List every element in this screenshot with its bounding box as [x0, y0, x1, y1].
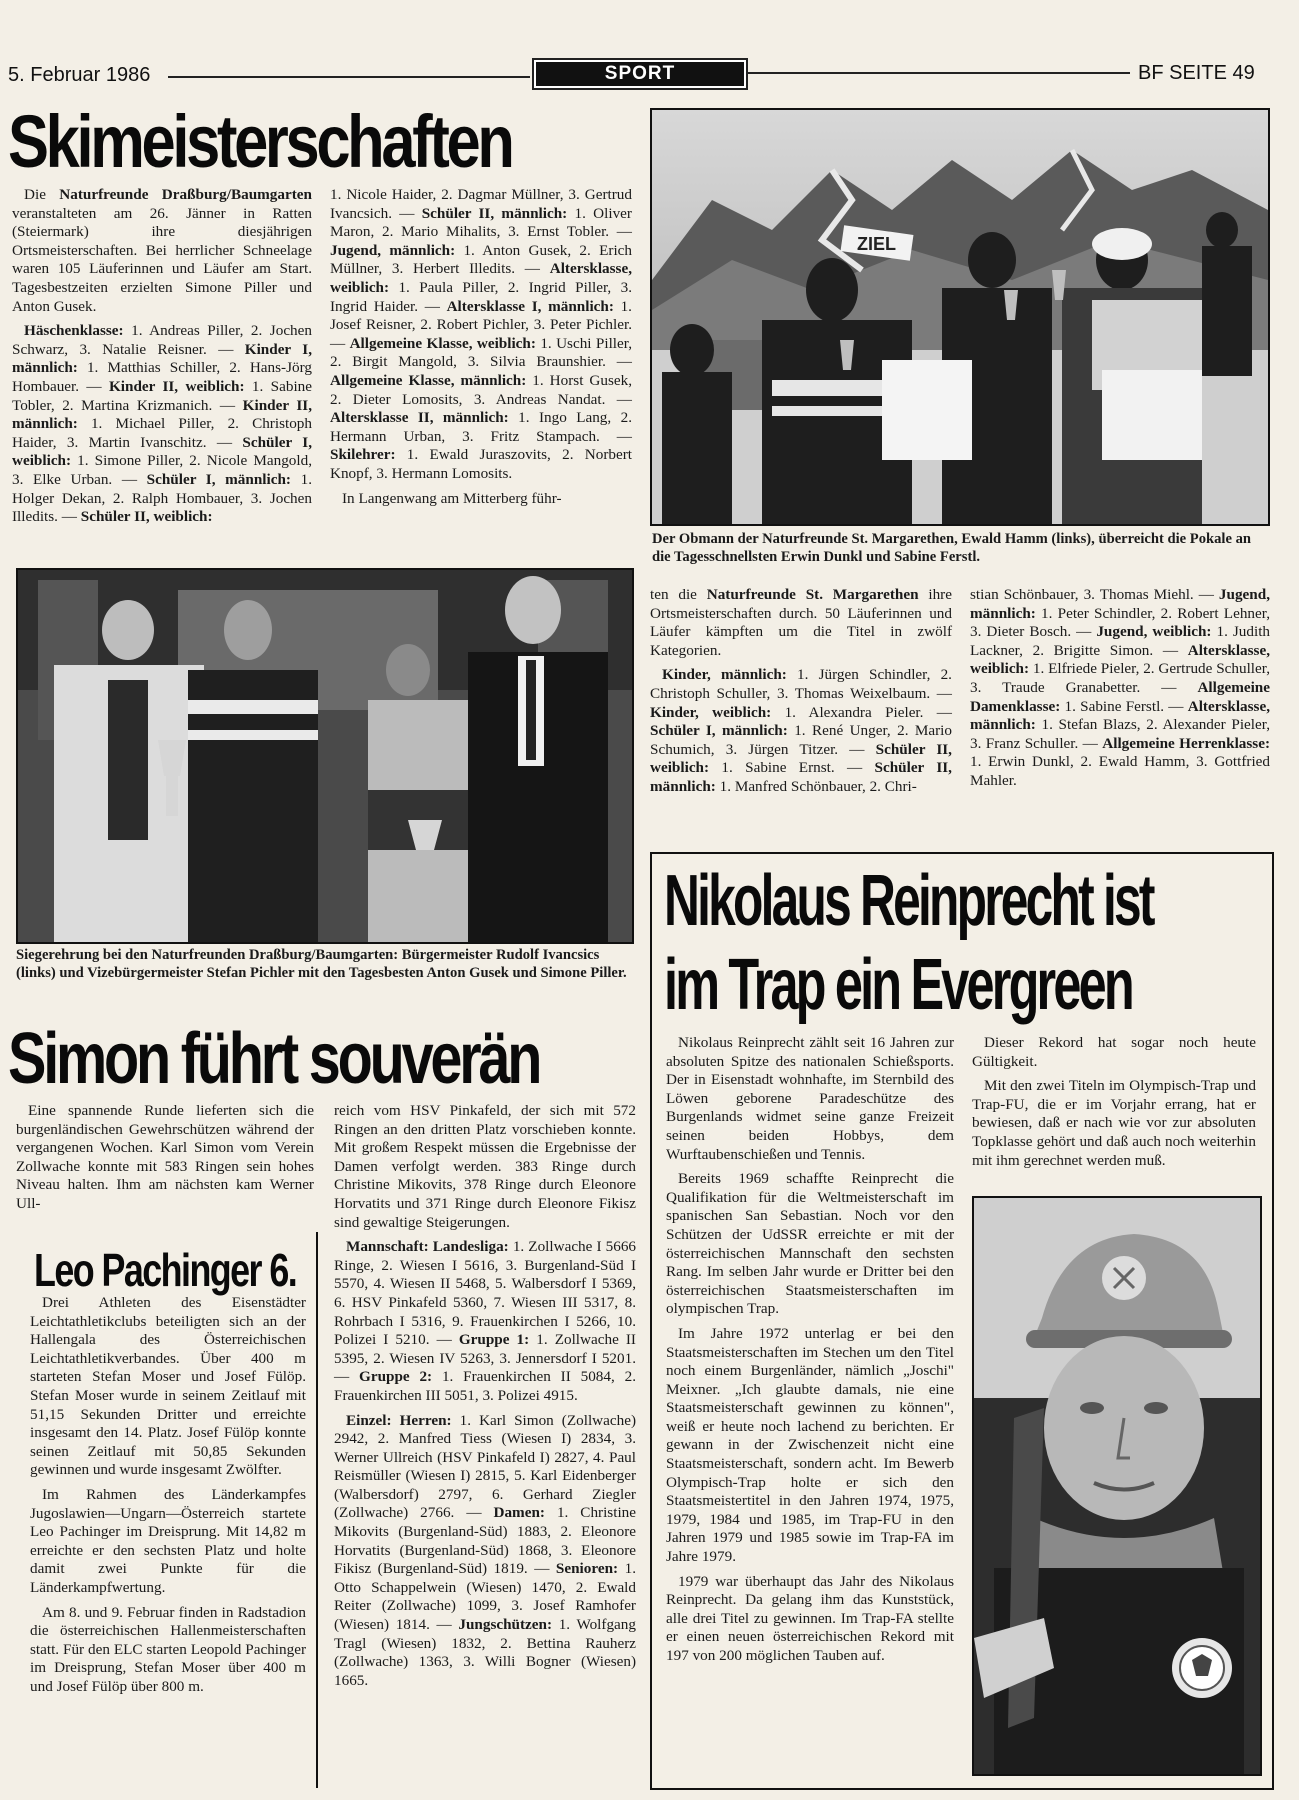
category-label: Altersklasse, weiblich:: [330, 260, 632, 296]
text-run: 1. Alexandra Pieler. —: [771, 703, 952, 721]
text-run: 1. Anton Gusek, 2. Erich Müllner, 3. Herbert Illedits. —: [330, 241, 632, 278]
text-run: Nikolaus Reinprecht zählt seit 16 Jahren zur absoluten Spitze des nationalen Schießsports. Der in Eisenstadt wohnhafte, im Sternbild des Löwen geborene Paradeschütze des Burgenlands widmet seine ganze Freizeit seinen beiden Hobbys, dem Wurftaubenschießen und Tennis.: [666, 1034, 954, 1163]
text-run: 1. Zollwache I 5666 Ringe, 2. Wiesen I 5616, 3. Burgenland-Süd I 5570, 4. Wiesen II 5468, 5. Walbersdorf I 5369, 6. HSV Pinkafeld 5360, 7. Wiesen III 5317, 8. Rohrbach I 5316, 9. Frauenkirchen I 5266, 10. Polizei I 5210. —: [334, 1238, 637, 1349]
text-run: 1. Stefan Blazs, 2. Alexander Pieler, 3. Franz Schuller. —: [970, 716, 1270, 752]
text-run: Dieser Rekord hat sogar noch heute Gültigkeit.: [972, 1034, 1256, 1070]
text-run: 1979 war überhaupt das Jahr des Nikolaus Reinprecht. Da gelang ihm das Kunststück, alle drei Titel zu gewinnen. Im Trap-FA stellte er einen neuen österreichischen Rekord mit 197 von 200 möglichen Tauben auf.: [666, 1572, 954, 1664]
text-run: 1. Sabine Ferstl. —: [1060, 697, 1188, 715]
category-label: Kinder I, männlich:: [12, 340, 312, 377]
text-run: Eine spannende Runde lieferten sich die burgenländischen Gewehrschützen während der vergangenen Wochen. Karl Simon vom Verein Zollwache konnte mit 583 Ringen sein hohes Niveau halten. Ihm am nächsten kam Werner Ull-: [16, 1102, 314, 1212]
paragraph: [666, 1325, 954, 1567]
text-run: 1. Andreas Piller, 2. Jochen Schwarz, 3. Natalie Reisner. —: [12, 322, 312, 358]
headline-simon-fuehrt-souveraen: Simon führt souverän: [8, 1019, 540, 1099]
text-run: 1. Michael Piller, 2. Christoph Haider, 3. Martin Ivanschitz. —: [12, 415, 312, 451]
text-run: veranstalteten am 26. Jänner in Ratten (Steiermark) ihre diesjährigen Ortsmeisterschaften. Bei herrlicher Schneelage waren 105 Läuferinnen und Läufer am Start. Tagesbestzeiten erzielten Simone Piller und Anton Gusek.: [12, 204, 312, 315]
shooting-col-2: [334, 1102, 636, 1696]
section-label-box: [532, 58, 748, 90]
text-run: 1. Matthias Schiller, 2. Hans-Jörg Hombauer. —: [12, 359, 312, 395]
category-label: Jugend, männlich:: [330, 241, 456, 259]
text-run: 1. Jürgen Schindler, 2. Christoph Schuller, 3. Thomas Weixelbaum. —: [650, 666, 952, 702]
text-run: 1. Christine Mikovits (Burgenland-Süd) 1883, 2. Eleonore Horvatits (Burgenland-Süd) 1868, 3. Eleonore Fikisz (Burgenland-Süd) 1819. —: [334, 1504, 636, 1578]
paragraph: [666, 1573, 954, 1666]
text-run: Am 8. und 9. Februar finden in Radstadion die österreichischen Hallenmeisterschaften statt. Für den ELC starten Leopold Pachinger im Dreisprung, Stefan Moser über 400 m und Josef Fülöp über 800 m.: [30, 1603, 306, 1695]
text-run: 1. Simone Piller, 2. Nicole Mangold, 3. Elke Urban. —: [12, 452, 312, 488]
headline-leo-pachinger: Leo Pachinger 6.: [34, 1244, 297, 1296]
trap-col-2: [972, 1034, 1256, 1176]
text-run: 1. Manfred Schönbauer, 2. Chri-: [715, 777, 917, 795]
text-run: 1. Zollwache II 5395, 2. Wiesen IV 5263, 3. Jennersdorf I 5201. —: [334, 1331, 636, 1386]
ski-col-4: [970, 586, 1270, 797]
text-run: 1. Sabine Tobler, 2. Martina Krizmanich. —: [12, 377, 312, 414]
category-label: Gruppe 1:: [458, 1331, 530, 1349]
ski-col-2: [330, 186, 632, 514]
header-rule-right: [748, 72, 1130, 74]
category-label: Kinder, männlich:: [662, 666, 787, 684]
paragraph: [334, 1102, 636, 1232]
issue-date: 5. Februar 1986: [8, 64, 151, 86]
text-run: Im Jahre 1972 unterlag er bei den Staatsmeisterschaften im Stechen um den Titel noch einem Burgenländer, nämlich „Joschi" Meixner. „Ich glaubte damals, nie eine Staatsmeisterschaft gewinnen zu können", weiß er heute noch lachend zu berichten. Er gewann in der Zwischenzeit nicht eine Staatsmeisterschaft, sondern acht. Im Bewerb Olympisch-Trap holte er sich den Staatsmeistertitel in den Jahren 1974, 1975, 1979, 1984 und 1985, im Trap-FU in den Jahren 1979 und 1985 sowie im Trap-FA im Jahre 1979.: [666, 1324, 954, 1566]
text-run: ten die: [650, 586, 707, 603]
category-label: Senioren:: [555, 1560, 619, 1578]
text-run: In Langenwang am Mitterberg führ-: [342, 489, 562, 507]
category-label: Mannschaft: Landesliga:: [346, 1238, 509, 1256]
text-run: reich vom HSV Pinkafeld, der sich mit 572 Ringen an den dritten Platz vorschieben konnte. Mit großem Respekt müssen die Ergebnisse der Damen verfolgt werden. 383 Ringe durch Christine Mikovits, 378 Ringe durch Eleonore Horvatits und 371 Ringe durch Eleonore Fikisz sind gewaltige Steigerungen.: [334, 1102, 636, 1231]
text-run: Drei Athleten des Eisenstädter Leichtathletikclubs beteiligten sich an der Hallengala des Österreichischen Leichtathletikverbandes. Über 400 m starteten Stefan Moser und Josef Fülöp. Stefan Moser wurde in seinem Zeitlauf mit 51,15 Sekunden Dritter und erreichte insgesamt den 14. Platz. Josef Fülöp konnte seinen Zeitlauf mit 50,85 Sekunden gewinnen und wurde insgesamt Zwölfter.: [30, 1294, 306, 1479]
ski-photo-image: [652, 110, 1268, 524]
paragraph: [330, 186, 632, 484]
text-run: 1. Elfriede Pieler, 2. Gertrude Schuller, 3. Traude Granabetter. —: [970, 660, 1270, 696]
category-label: Allgemeine Damenklasse:: [970, 678, 1270, 715]
header-rule-left: [168, 76, 530, 78]
category-label: Kinder II, männlich:: [12, 396, 312, 433]
text-run: 1. Erwin Dunkl, 2. Ewald Hamm, 3. Gottfried Mahler.: [970, 753, 1270, 789]
category-label: Einzel: Herren:: [346, 1411, 452, 1429]
paragraph: [12, 322, 312, 527]
trap-col-1: [666, 1034, 954, 1672]
text-run: Im Rahmen des Länderkampfes Jugoslawien—Ungarn—Österreich startete Leo Pachinger im Dreisprung. Mit 14,82 m erreichte er den sechsten Platz und holte damit zwei Punkte für die Länderkampfwertung.: [30, 1485, 306, 1596]
category-label: Schüler I, weiblich:: [12, 433, 312, 470]
text-run: 1. Otto Schappelwein (Wiesen) 1470, 2. Ewald Reiter (Zollwache) 1099, 3. Josef Ramhofer (Wiesen) 1814. —: [334, 1560, 636, 1634]
caption-drassburg-award-ceremony: Siegerehrung bei den Naturfreunden Draßburg/Baumgarten: Bürgermeister Rudolf Ivancsics (links) und Vizebürgermeister Stefan Pichler mit den Tagesbesten Anton Gusek und Simone Piller.: [16, 947, 627, 981]
caption-ski-award-ceremony: Der Obmann der Naturfreunde St. Margarethen, Ewald Hamm (links), überreicht die Pokale an die Tagesschnellsten Erwin Dunkl und Sabine Ferstl.: [652, 531, 1252, 565]
text-run: 1. Frauenkirchen II 5084, 2. Frauenkirchen III 5051, 3. Polizei 4915.: [334, 1368, 636, 1404]
category-label: Gruppe 2:: [359, 1368, 433, 1386]
text-run: 1. Sabine Ernst. —: [709, 759, 875, 777]
paragraph: [334, 1238, 636, 1405]
photo-drassburg-award-ceremony: [16, 568, 634, 944]
text-run: 1. Ingo Lang, 2. Hermann Urban, 3. Fritz Stampach. —: [330, 409, 633, 445]
paragraph: [30, 1294, 306, 1480]
text-run: 1. Nicole Haider, 2. Dagmar Müllner, 3. Gertrud Ivancsich. —: [330, 186, 632, 222]
category-label: Schüler II, männlich:: [421, 204, 568, 222]
category-label: Allgemeine Klasse, männlich:: [330, 371, 527, 389]
photo-nikolaus-reinprecht: [972, 1196, 1262, 1776]
text-run: stian Schönbauer, 3. Thomas Miehl. —: [970, 586, 1219, 603]
category-label: Altersklasse, weiblich:: [970, 641, 1270, 678]
paragraph: [30, 1604, 306, 1697]
text-run: 1. Paula Piller, 2. Ingrid Piller, 3. Ingrid Haider. —: [330, 278, 632, 315]
text-run: ihre Ortsmeisterschaften durch. 50 Läuferinnen und Läufer kämpften um die Titel in zwölf Kategorien.: [650, 586, 952, 659]
paragraph: [330, 490, 632, 509]
category-label: Jugend, weiblich:: [1096, 623, 1212, 641]
category-label: Jugend, männlich:: [970, 586, 1270, 622]
paragraph: [972, 1077, 1256, 1170]
category-label: Allgemeine Klasse, weiblich:: [349, 334, 536, 352]
category-label: Schüler II, weiblich:: [650, 740, 952, 777]
category-label: Skilehrer:: [330, 446, 396, 464]
headline-reinprecht-line-2: im Trap ein Evergreen: [664, 945, 1132, 1025]
paragraph: [650, 666, 952, 796]
text-run: 1. Holger Dekan, 2. Ralph Hombauer, 3. Jochen Illedits. —: [12, 470, 312, 526]
reinprecht-photo-image: [974, 1198, 1260, 1774]
text-run: 1. Horst Gusek, 2. Dieter Lomosits, 3. Andreas Nandat. —: [330, 371, 632, 408]
category-label: Kinder, weiblich:: [650, 703, 772, 721]
text-run: 1. Josef Reisner, 2. Robert Pichler, 3. Peter Pichler. —: [330, 297, 632, 352]
page-number: BF SEITE 49: [1138, 62, 1255, 84]
paragraph: [970, 586, 1270, 791]
text-run: Mit den zwei Titeln im Olympisch-Trap und Trap-FU, die er im Vorjahr errang, hat er bewiesen, daß er nach wie vor zur absoluten Topklasse gehört und daß auch noch weiterhin mit ihm gerechnet werden muß.: [972, 1077, 1256, 1169]
text-run: 1. Wolfgang Tragl (Wiesen) 1832, 2. Bettina Rauherz (Zollwache) 1363, 3. Willi Bogner (Wiesen) 1665.: [334, 1616, 636, 1689]
category-label: Schüler I, männlich:: [650, 722, 788, 740]
text-run: 1. Ewald Juraszovits, 2. Norbert Knopf, 3. Hermann Lomosits.: [330, 446, 632, 482]
text-run: 1. René Unger, 2. Mario Schumich, 3. Jürgen Titzer. —: [650, 722, 952, 758]
headline-reinprecht-line-1: Nikolaus Reinprecht ist: [664, 861, 1153, 941]
athletics-body: [30, 1294, 306, 1702]
paragraph: [30, 1486, 306, 1598]
category-label: Schüler II, weiblich:: [80, 508, 213, 526]
text-run: 1. Peter Schindler, 2. Robert Lehner, 3. Dieter Bosch. —: [970, 604, 1270, 641]
category-label: Kinder II, weiblich:: [108, 377, 245, 395]
paragraph: [650, 586, 952, 660]
text-run: 1. Oliver Maron, 2. Mario Mihalits, 3. Ernst Tobler. —: [330, 204, 632, 241]
category-label: Altersklasse II, männlich:: [330, 409, 509, 427]
text-run: 1. Karl Simon (Zollwache) 2942, 2. Manfred Tiess (Wiesen I) 2834, 3. Werner Ullreich (HSV Pinkafeld I) 2827, 4. Paul Reismüller (Wiesen I) 2815, 5. Karl Eidenberger (Walbersdorf) 2797, 6. Gerhard Ziegler (Zollwache) 2766. —: [334, 1411, 637, 1522]
ski-col-1: [12, 186, 312, 533]
photo-ski-award-ceremony: [650, 108, 1270, 526]
ski-col-3: [650, 586, 952, 803]
category-label: Altersklasse I, männlich:: [446, 297, 614, 315]
headline-skimeisterschaften: Skimeisterschaften: [8, 100, 512, 183]
category-label: Altersklasse, männlich:: [970, 697, 1270, 734]
paragraph: [12, 186, 312, 316]
category-label: Schüler I, männlich:: [146, 470, 291, 488]
category-label: Häschenklasse:: [24, 322, 124, 340]
shooting-col-1: [16, 1102, 314, 1220]
text-run: 1. Judith Lackner, 2. Brigitte Simon. —: [970, 623, 1271, 659]
category-label: Naturfreunde Draßburg/Baumgarten: [59, 186, 312, 203]
paragraph: [334, 1412, 636, 1691]
text-run: 1. Uschi Piller, 2. Birgit Mangold, 3. Silvia Braunshier. —: [330, 334, 633, 371]
category-label: Jungschützen:: [458, 1616, 553, 1634]
category-label: Schüler II, männlich:: [650, 759, 952, 795]
drassburg-photo-image: [18, 570, 632, 942]
text-run: Bereits 1969 schaffte Reinprecht die Qualifikation für die Weltmeisterschaft im spanischen San Sebastian. Noch vor den Schützen der UdSSR erreichte er mit der österreichischen Mannschaft den sechsten Rang. Im selben Jahr wurde er Dritter bei den österreichischen Staatsmeisterschaften im olympischen Trap.: [666, 1170, 954, 1318]
paragraph: [666, 1170, 954, 1319]
category-label: Naturfreunde St. Margarethen: [706, 586, 919, 603]
paragraph: [16, 1102, 314, 1214]
category-label: Allgemeine Herrenklasse:: [1102, 734, 1270, 752]
category-label: Damen:: [493, 1504, 545, 1522]
paragraph: [972, 1034, 1256, 1071]
ski-photo-banner: ZIEL: [857, 234, 896, 254]
section-label: SPORT: [536, 62, 744, 86]
text-run: Die: [24, 186, 60, 203]
paragraph: [666, 1034, 954, 1164]
